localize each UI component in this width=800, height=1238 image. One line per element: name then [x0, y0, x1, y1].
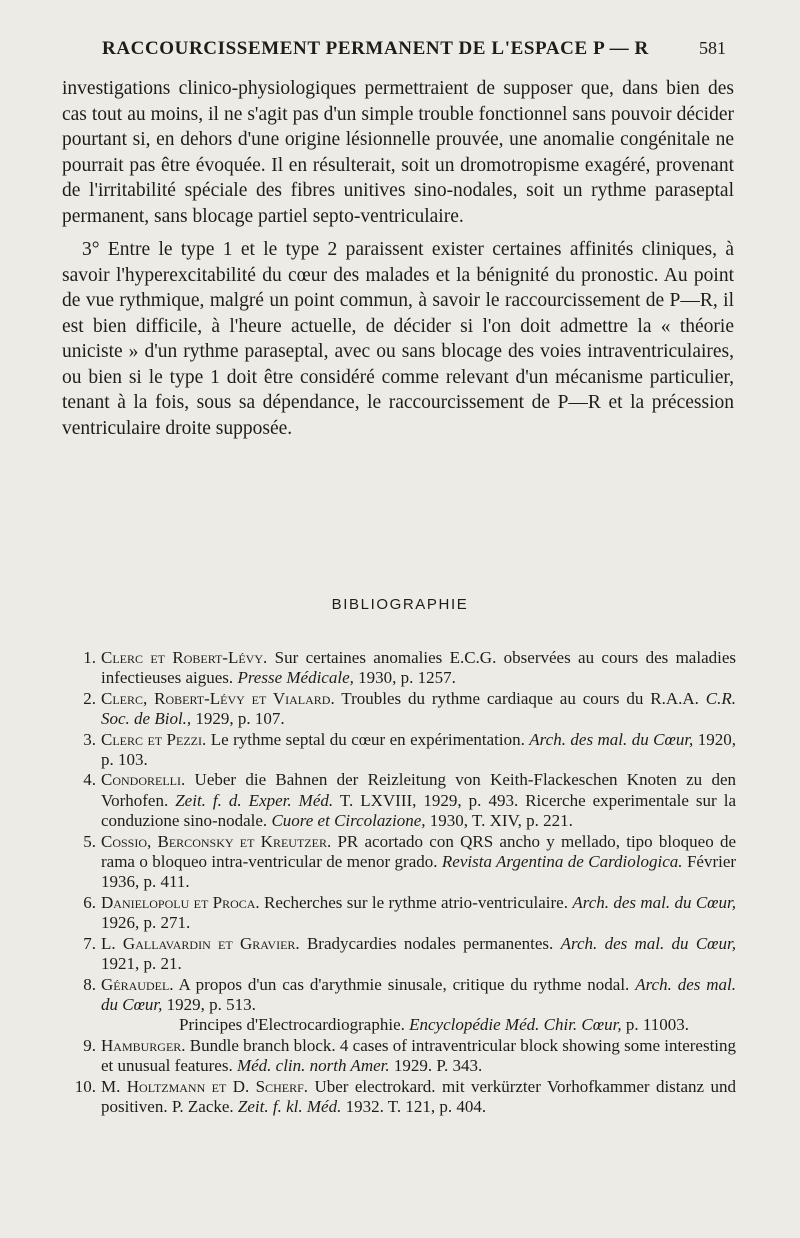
entry-authors: Géraudel.	[101, 974, 174, 994]
entry-number: 5.	[83, 831, 96, 851]
entry-journal: Zeit. f. d. Exper. Méd.	[175, 790, 334, 810]
entry-journal: Arch. des mal. du Cœur,	[529, 729, 694, 749]
entry-number: 9.	[83, 1035, 96, 1055]
entry-journal-2: Cuore et Circolazione,	[271, 811, 426, 831]
bibliography-entry	[68, 770, 736, 831]
entry-journal: Zeit. f. kl. Méd.	[237, 1096, 342, 1116]
entry-number: 1.	[83, 648, 96, 667]
entry-title: Bradycardies nodales permanentes.	[306, 933, 554, 953]
entry-journal: Arch. des mal. du Cœur,	[560, 933, 737, 953]
entry-number: 6.	[83, 892, 96, 912]
entry-ref: p. 11003.	[625, 1015, 689, 1035]
entry-ref: T. LXVIII, 1929, p. 493. Ricerche experimentale sur la conduzione sino-nodale.	[101, 790, 736, 831]
running-title: RACCOURCISSEMENT PERMANENT DE L'ESPACE P — R	[102, 38, 649, 59]
entry-authors: Clerc, Robert-Lévy et Vialard.	[101, 688, 335, 708]
entry-authors: Cossio, Berconsky et Kreutzer.	[101, 831, 332, 851]
entry-authors: Condorelli.	[101, 770, 186, 790]
bibliography-entry	[68, 934, 736, 975]
entry-journal: Arch. des mal. du Cœur,	[101, 974, 737, 1014]
entry-title: Uber electrokard. mit verkürzter Vorhofkammer distanz und positiven. P. Zacke.	[101, 1076, 737, 1116]
entry-journal: Arch. des mal. du Cœur,	[572, 892, 736, 912]
bibliography-entry	[68, 893, 736, 934]
entry-authors: Clerc et Pezzi.	[101, 729, 207, 749]
entry-ref: 1929. P. 343.	[393, 1056, 483, 1076]
entry-authors: Danielopolu et Proca.	[101, 892, 260, 912]
entry-journal: Revista Argentina de Cardiologica.	[441, 852, 683, 872]
entry-authors: L. Gallavardin et Gravier.	[101, 933, 300, 953]
entry-ref: 1921, p. 21.	[101, 954, 182, 974]
paragraph-continuation: investigations clinico-physiologiques permettraient de supposer que, dans bien des cas tout au moins, il ne s'agit pas d'un simple trouble fonctionnel sans pouvoir décider pourtant si, en dehors d'une origine lésionnelle prouvée, une anomalie congénitale ne pourrait pas être évoquée. Il en résulterait, soit un dromotropisme exagéré, provenant de l'irritabilité spéciale des fibres unitives sino-nodales, soit un rythme paraseptal permanent, sans blocage partiel septo-ventriculaire.	[62, 78, 734, 227]
entry-ref: 1929, p. 107.	[195, 709, 285, 729]
entry-title: Sur certaines anomalies E.C.G. observées au cours des maladies infectieuses aigues.	[101, 648, 737, 688]
entry-ref: 1926, p. 271.	[101, 913, 191, 933]
bibliography-entry	[68, 1077, 736, 1118]
entry-title: Troubles du rythme cardiaque au cours du R.A.A.	[341, 688, 699, 708]
running-head	[102, 38, 726, 60]
entry-title: A propos d'un cas d'arythmie sinusale, critique du rythme nodal.	[178, 974, 630, 994]
entry-title: Bundle branch block. 4 cases of intraventricular block showing some interesting et unusual features.	[101, 1035, 737, 1076]
entry-title: PR acortado con QRS ancho y mellado, tipo bloqueo de rama o bloqueo intra-ventricular de menor grado.	[101, 831, 736, 872]
entry-ref: 1932. T. 121, p. 404.	[345, 1096, 487, 1116]
entry-number: 3.	[83, 729, 96, 749]
entry-number: 4.	[83, 770, 96, 790]
entry-journal: Presse Médicale,	[237, 668, 354, 688]
bibliography-entry	[68, 730, 736, 771]
bibliography-entry	[68, 648, 736, 689]
entry-ref: 1920, p. 103.	[101, 729, 737, 770]
bibliography-list	[68, 648, 736, 1117]
entry-title: Le rythme septal du cœur en expérimentation.	[210, 729, 525, 749]
entry-number: 7.	[83, 933, 96, 953]
entry-subreference	[101, 1015, 736, 1035]
entry-ref: Février 1936, p. 411.	[101, 852, 737, 892]
entry-number: 2.	[83, 688, 96, 708]
entry-number: 10.	[74, 1076, 96, 1096]
entry-journal: Encyclopédie Méd. Chir. Cœur,	[409, 1015, 622, 1035]
entry-ref: 1929, p. 513.	[166, 994, 256, 1014]
bibliography-entry	[68, 975, 736, 1036]
entry-authors: Clerc et Robert-Lévy.	[101, 648, 268, 667]
entry-title: Ueber die Bahnen der Reizleitung von Keith-Flackeschen Knoten zu den Vorhofen.	[101, 770, 737, 810]
bibliography-entry	[68, 832, 736, 893]
bibliography-entry	[68, 689, 736, 730]
entry-title: Recherches sur le rythme atrio-ventriculaire.	[264, 892, 568, 912]
entry-title: Principes d'Electrocardiographie.	[179, 1015, 405, 1035]
page-number: 581	[699, 38, 726, 58]
paragraph-conclusion-3: 3° Entre le type 1 et le type 2 paraissent exister certaines affinités cliniques, à savoir l'hyperexcitabilité du cœur des malades et la bénignité du pronostic. Au point de vue rythmique, malgré un point commun, à savoir le raccourcissement de P—R, il est bien difficile, à l'heure actuelle, de décider si l'on doit admettre la « théorie uniciste » d'un rythme paraseptal, avec ou sans blocage des voies intraventriculaires, ou bien si le type 1 doit être considéré comme relevant d'un mécanisme particulier, tenant à la fois, sous sa dépendance, le raccourcissement de P—R et la précession ventriculaire droite supposée.	[62, 239, 734, 439]
entry-journal: C.R. Soc. de Biol.,	[101, 688, 737, 729]
entry-number: 8.	[83, 974, 96, 994]
bibliography-entry	[68, 1036, 736, 1077]
entry-authors: Hamburger.	[101, 1035, 186, 1055]
entry-authors: M. Holtzmann et D. Scherf.	[101, 1076, 309, 1096]
entry-ref-2: 1930, T. XIV, p. 221.	[429, 811, 573, 831]
bibliography-heading: BIBLIOGRAPHIE	[331, 596, 469, 613]
entry-ref: 1930, p. 1257.	[358, 668, 456, 688]
body-text	[62, 76, 734, 441]
entry-journal: Méd. clin. north Amer.	[236, 1056, 390, 1076]
